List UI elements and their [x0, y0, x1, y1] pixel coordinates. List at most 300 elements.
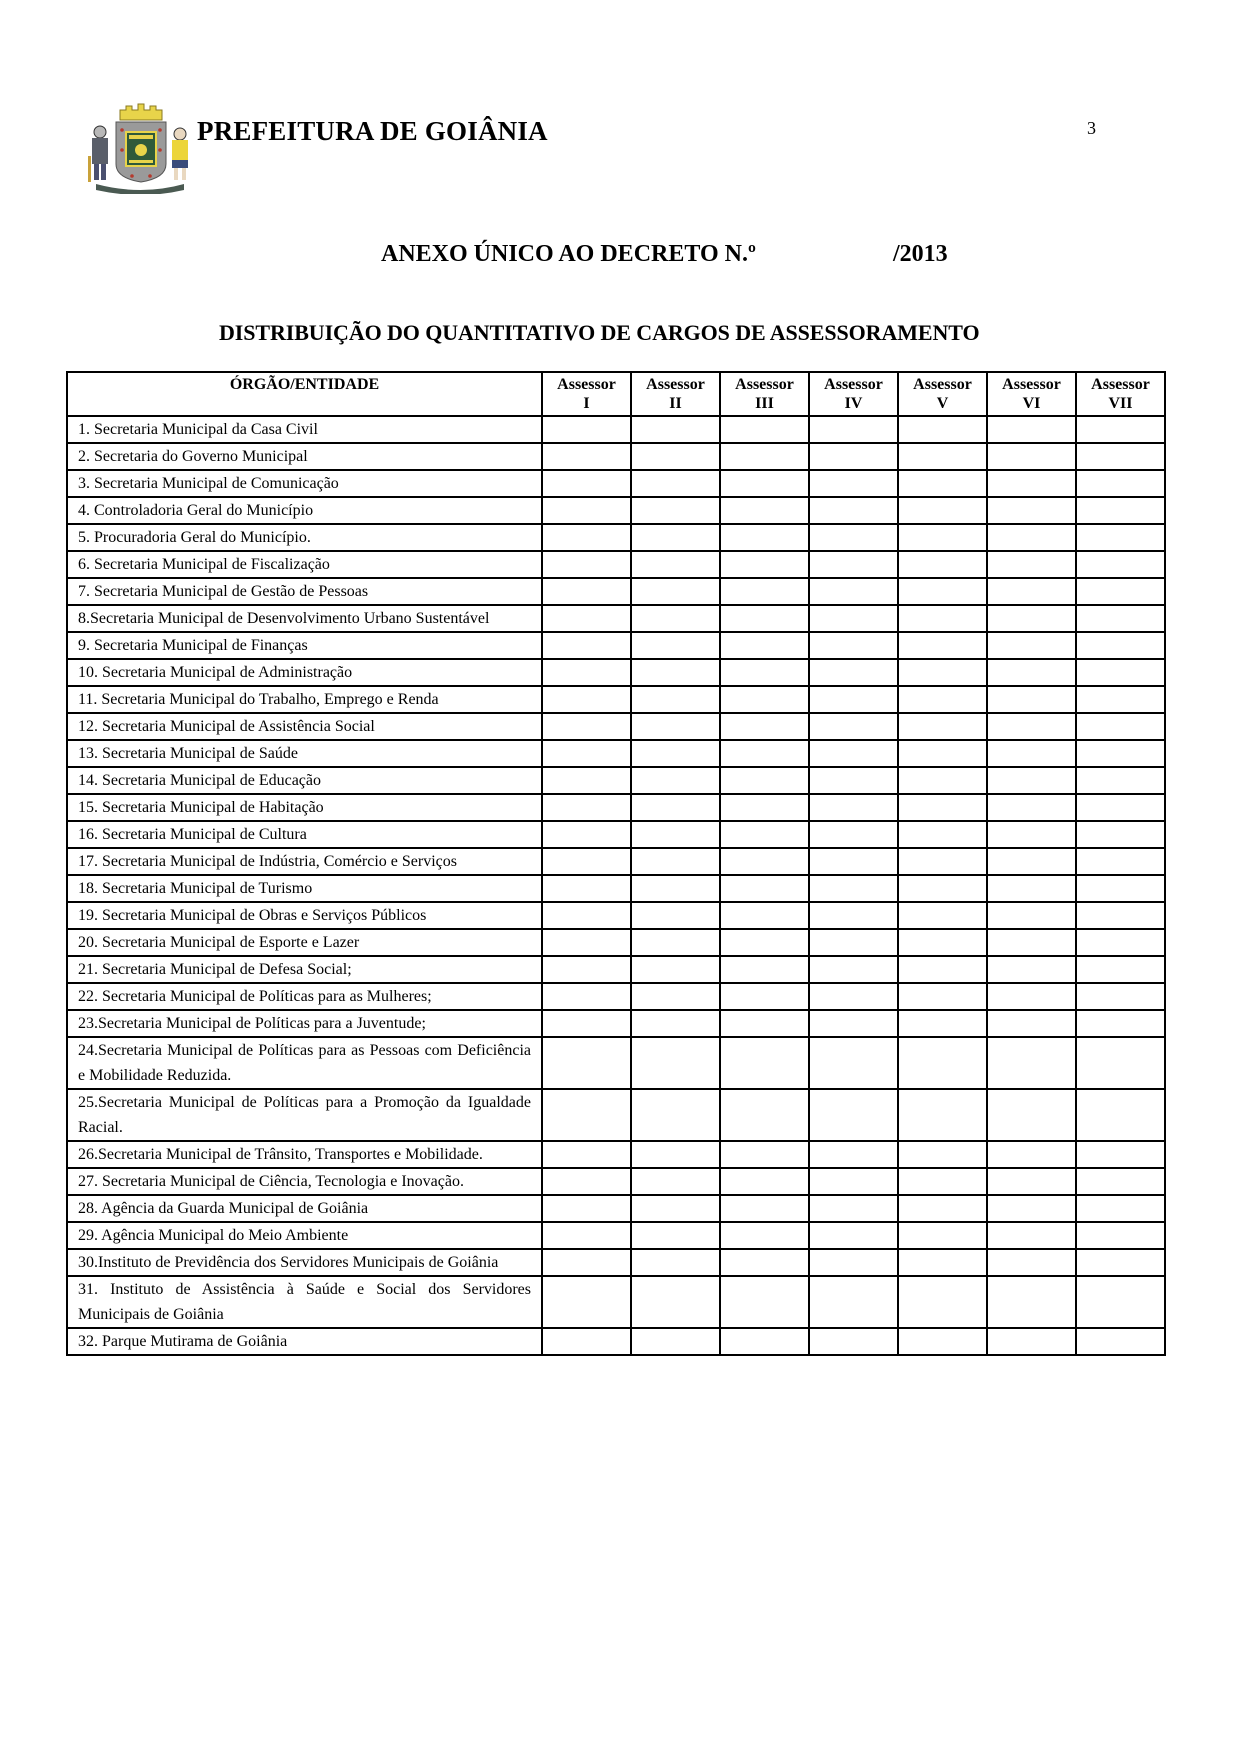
- assessor-quantity-cell: [542, 1010, 631, 1037]
- assessor-quantity-cell: [1076, 1168, 1165, 1195]
- organ-entity-cell: 31. Instituto de Assistência à Saúde e Social dos Servidores Municipais de Goiânia: [67, 1276, 542, 1328]
- assessor-quantity-cell: [898, 1195, 987, 1222]
- table-row: [67, 470, 1165, 497]
- table-row: [67, 1195, 1165, 1222]
- organ-entity-cell: 15. Secretaria Municipal de Habitação: [67, 794, 542, 821]
- assessor-quantity-cell: [720, 551, 809, 578]
- assessor-quantity-cell: [809, 902, 898, 929]
- assessor-quantity-cell: [542, 1222, 631, 1249]
- assessor-quantity-cell: [542, 524, 631, 551]
- table-row: [67, 875, 1165, 902]
- assessor-quantity-cell: [631, 686, 720, 713]
- assessor-quantity-cell: [809, 1276, 898, 1328]
- assessor-quantity-cell: [898, 821, 987, 848]
- assessor-quantity-cell: [987, 794, 1076, 821]
- assessor-quantity-cell: [720, 1328, 809, 1355]
- assessor-quantity-cell: [542, 470, 631, 497]
- assessor-quantity-cell: [987, 497, 1076, 524]
- page-number: 3: [1087, 118, 1096, 138]
- assessor-quantity-cell: [1076, 1141, 1165, 1168]
- assessor-quantity-cell: [1076, 1010, 1165, 1037]
- assessor-quantity-cell: [720, 443, 809, 470]
- table-row: [67, 551, 1165, 578]
- assessor-quantity-cell: [809, 578, 898, 605]
- table-row: [67, 632, 1165, 659]
- assessor-quantity-cell: [987, 821, 1076, 848]
- assessor-quantity-cell: [720, 1249, 809, 1276]
- assessor-quantity-cell: [809, 740, 898, 767]
- header-assessor-ii: [631, 372, 720, 416]
- assessor-quantity-cell: [631, 1249, 720, 1276]
- table-row: [67, 659, 1165, 686]
- assessor-quantity-cell: [631, 605, 720, 632]
- assessor-quantity-cell: [720, 1168, 809, 1195]
- assessor-quantity-cell: [987, 956, 1076, 983]
- assessor-quantity-cell: [898, 1141, 987, 1168]
- assessor-quantity-cell: [898, 416, 987, 443]
- assessor-quantity-cell: [1076, 875, 1165, 902]
- assessor-quantity-cell: [809, 497, 898, 524]
- assessor-quantity-cell: [720, 686, 809, 713]
- assessor-quantity-cell: [1076, 821, 1165, 848]
- assessor-quantity-cell: [987, 848, 1076, 875]
- assessor-quantity-cell: [987, 686, 1076, 713]
- assessor-quantity-cell: [898, 740, 987, 767]
- assessor-quantity-cell: [631, 1141, 720, 1168]
- organ-entity-cell: 22. Secretaria Municipal de Políticas para as Mulheres;: [67, 983, 542, 1010]
- organ-entity-cell: 27. Secretaria Municipal de Ciência, Tecnologia e Inovação.: [67, 1168, 542, 1195]
- assessor-quantity-cell: [542, 1195, 631, 1222]
- assessor-quantity-cell: [898, 659, 987, 686]
- assessor-quantity-cell: [631, 1037, 720, 1089]
- assessor-quantity-cell: [542, 983, 631, 1010]
- header-assessor-vii: [1076, 372, 1165, 416]
- assessor-quantity-cell: [1076, 929, 1165, 956]
- assessor-quantity-cell: [809, 1222, 898, 1249]
- assessor-quantity-cell: [1076, 1037, 1165, 1089]
- assessor-quantity-cell: [720, 929, 809, 956]
- assessor-quantity-cell: [809, 1089, 898, 1141]
- header-label: Assessor: [1002, 376, 1061, 393]
- assessor-quantity-cell: [542, 875, 631, 902]
- assessor-quantity-cell: [542, 551, 631, 578]
- assessor-quantity-cell: [809, 605, 898, 632]
- assessor-quantity-cell: [1076, 956, 1165, 983]
- table-row: [67, 1328, 1165, 1355]
- organ-entity-cell: 20. Secretaria Municipal de Esporte e Lazer: [67, 929, 542, 956]
- assessor-quantity-cell: [809, 983, 898, 1010]
- assessor-quantity-cell: [809, 1010, 898, 1037]
- header-level: III: [755, 395, 774, 412]
- header-label: Assessor: [824, 376, 883, 393]
- assessor-quantity-cell: [898, 902, 987, 929]
- assessor-quantity-cell: [720, 1037, 809, 1089]
- table-row: [67, 983, 1165, 1010]
- header-level: I: [583, 395, 590, 412]
- table-row: [67, 497, 1165, 524]
- assessor-quantity-cell: [809, 1195, 898, 1222]
- table-row: [67, 794, 1165, 821]
- assessor-quantity-cell: [898, 1328, 987, 1355]
- assessor-quantity-cell: [542, 740, 631, 767]
- assessor-quantity-cell: [631, 1276, 720, 1328]
- assessor-quantity-cell: [631, 443, 720, 470]
- table-header-row: [67, 372, 1165, 416]
- assessor-quantity-cell: [898, 497, 987, 524]
- assessor-quantity-cell: [631, 470, 720, 497]
- assessor-quantity-cell: [987, 1249, 1076, 1276]
- assessor-quantity-cell: [1076, 848, 1165, 875]
- assessor-quantity-cell: [987, 1037, 1076, 1089]
- assessor-quantity-cell: [720, 713, 809, 740]
- assessor-quantity-cell: [898, 956, 987, 983]
- assessor-quantity-cell: [987, 740, 1076, 767]
- organ-entity-cell: 7. Secretaria Municipal de Gestão de Pessoas: [67, 578, 542, 605]
- table-row: [67, 713, 1165, 740]
- header-level: VI: [1022, 395, 1041, 412]
- assessor-quantity-cell: [542, 497, 631, 524]
- assessor-quantity-cell: [542, 416, 631, 443]
- assessor-quantity-cell: [898, 875, 987, 902]
- organ-entity-cell: 30.Instituto de Previdência dos Servidores Municipais de Goiânia: [67, 1249, 542, 1276]
- assessor-quantity-cell: [631, 1168, 720, 1195]
- assessor-quantity-cell: [542, 686, 631, 713]
- assessor-quantity-cell: [809, 713, 898, 740]
- assessor-quantity-cell: [1076, 470, 1165, 497]
- organ-entity-cell: 12. Secretaria Municipal de Assistência Social: [67, 713, 542, 740]
- assessor-quantity-cell: [720, 1010, 809, 1037]
- assessor-quantity-cell: [1076, 497, 1165, 524]
- table-row: [67, 1222, 1165, 1249]
- assessor-quantity-cell: [542, 1089, 631, 1141]
- assessor-quantity-cell: [987, 470, 1076, 497]
- table-row: [67, 605, 1165, 632]
- assessor-quantity-cell: [809, 767, 898, 794]
- assessor-quantity-cell: [631, 713, 720, 740]
- assessor-quantity-cell: [720, 1195, 809, 1222]
- assessor-quantity-cell: [987, 578, 1076, 605]
- header-assessor-iv: [809, 372, 898, 416]
- assessor-quantity-cell: [542, 821, 631, 848]
- assessor-quantity-cell: [631, 956, 720, 983]
- header-assessor-iii: [720, 372, 809, 416]
- assessor-quantity-cell: [809, 443, 898, 470]
- assessor-quantity-cell: [542, 929, 631, 956]
- assessor-quantity-cell: [1076, 578, 1165, 605]
- header-level: V: [936, 395, 949, 412]
- assessor-quantity-cell: [631, 767, 720, 794]
- assessor-quantity-cell: [542, 794, 631, 821]
- assessor-quantity-cell: [720, 956, 809, 983]
- assessor-quantity-cell: [809, 956, 898, 983]
- assessor-quantity-cell: [631, 821, 720, 848]
- assessor-quantity-cell: [987, 983, 1076, 1010]
- assessor-quantity-cell: [720, 1089, 809, 1141]
- organ-entity-cell: 19. Secretaria Municipal de Obras e Serviços Públicos: [67, 902, 542, 929]
- assessor-quantity-cell: [987, 929, 1076, 956]
- assessor-quantity-cell: [987, 443, 1076, 470]
- header-level: IV: [844, 395, 863, 412]
- header-level: VII: [1108, 395, 1133, 412]
- assessor-quantity-cell: [631, 1195, 720, 1222]
- coat-of-arms-graphic: [86, 102, 190, 194]
- assessor-quantity-cell: [898, 929, 987, 956]
- assessor-quantity-cell: [542, 1141, 631, 1168]
- assessor-quantity-cell: [898, 524, 987, 551]
- organ-entity-cell: 23.Secretaria Municipal de Políticas para a Juventude;: [67, 1010, 542, 1037]
- assessor-quantity-cell: [898, 470, 987, 497]
- assessor-quantity-cell: [720, 578, 809, 605]
- assessor-quantity-cell: [631, 902, 720, 929]
- assessor-quantity-cell: [720, 875, 809, 902]
- assessor-quantity-cell: [898, 1249, 987, 1276]
- assessor-quantity-cell: [542, 1328, 631, 1355]
- assessor-quantity-cell: [1076, 605, 1165, 632]
- assessor-quantity-cell: [1076, 524, 1165, 551]
- assessor-quantity-cell: [809, 1328, 898, 1355]
- table-row: [67, 524, 1165, 551]
- assessor-quantity-cell: [720, 1276, 809, 1328]
- assessor-quantity-cell: [1076, 659, 1165, 686]
- assessor-quantity-cell: [631, 929, 720, 956]
- header-level: II: [669, 395, 682, 412]
- header-label: Assessor: [735, 376, 794, 393]
- organ-entity-cell: 14. Secretaria Municipal de Educação: [67, 767, 542, 794]
- table-row: [67, 821, 1165, 848]
- header-assessor-v: [898, 372, 987, 416]
- table-row: [67, 1010, 1165, 1037]
- table-row: [67, 416, 1165, 443]
- assessor-quantity-cell: [542, 1249, 631, 1276]
- assessor-quantity-cell: [720, 632, 809, 659]
- organ-entity-cell: 3. Secretaria Municipal de Comunicação: [67, 470, 542, 497]
- organ-entity-cell: 24.Secretaria Municipal de Políticas para as Pessoas com Deficiência e Mobilidade Reduzida.: [67, 1037, 542, 1089]
- assessor-quantity-cell: [631, 551, 720, 578]
- assessor-quantity-cell: [898, 1010, 987, 1037]
- table-row: [67, 848, 1165, 875]
- assessor-quantity-cell: [542, 1276, 631, 1328]
- assessor-quantity-cell: [631, 1222, 720, 1249]
- assessor-quantity-cell: [720, 767, 809, 794]
- assessor-quantity-cell: [809, 524, 898, 551]
- assessor-quantity-cell: [809, 632, 898, 659]
- assessor-quantity-cell: [987, 605, 1076, 632]
- assessor-quantity-cell: [1076, 794, 1165, 821]
- assessor-quantity-cell: [1076, 1195, 1165, 1222]
- assessor-quantity-cell: [898, 1168, 987, 1195]
- assessor-quantity-cell: [631, 578, 720, 605]
- assessor-quantity-cell: [898, 605, 987, 632]
- assessor-quantity-cell: [542, 1037, 631, 1089]
- header-organ-entity-label: ÓRGÃO/ENTIDADE: [229, 376, 380, 393]
- assessor-quantity-cell: [1076, 767, 1165, 794]
- assessor-quantity-cell: [1076, 1328, 1165, 1355]
- table-row: [67, 1141, 1165, 1168]
- assessor-quantity-cell: [1076, 740, 1165, 767]
- assessor-quantity-cell: [898, 794, 987, 821]
- assessor-quantity-cell: [809, 659, 898, 686]
- document-subtitle: DISTRIBUIÇÃO DO QUANTITATIVO DE CARGOS DE ASSESSORAMENTO: [219, 320, 980, 345]
- assessor-quantity-cell: [987, 1141, 1076, 1168]
- assessor-quantity-cell: [631, 524, 720, 551]
- header-assessor-vi: [987, 372, 1076, 416]
- assessor-quantity-cell: [542, 443, 631, 470]
- assessor-quantity-cell: [898, 686, 987, 713]
- assessor-quantity-cell: [987, 524, 1076, 551]
- table-row: [67, 1249, 1165, 1276]
- table-row: [67, 578, 1165, 605]
- assessor-quantity-cell: [1076, 902, 1165, 929]
- assessor-quantity-cell: [542, 578, 631, 605]
- assessor-quantity-cell: [898, 1037, 987, 1089]
- assessor-quantity-cell: [898, 632, 987, 659]
- assessor-quantity-cell: [720, 902, 809, 929]
- organ-entity-cell: 4. Controladoria Geral do Município: [67, 497, 542, 524]
- assessor-quantity-cell: [1076, 1249, 1165, 1276]
- assessor-quantity-cell: [1076, 983, 1165, 1010]
- assessor-quantity-cell: [898, 767, 987, 794]
- assessor-quantity-cell: [720, 794, 809, 821]
- assessor-quantity-cell: [809, 1141, 898, 1168]
- table-body: [67, 416, 1165, 1355]
- organ-entity-cell: 17. Secretaria Municipal de Indústria, Comércio e Serviços: [67, 848, 542, 875]
- assessor-quantity-cell: [631, 497, 720, 524]
- table-row: [67, 1037, 1165, 1089]
- header-organ-entity: [67, 372, 542, 416]
- assessor-quantity-cell: [809, 875, 898, 902]
- assessor-quantity-cell: [1076, 1089, 1165, 1141]
- assessor-quantity-cell: [898, 983, 987, 1010]
- assessor-quantity-cell: [898, 443, 987, 470]
- organ-entity-cell: 26.Secretaria Municipal de Trânsito, Transportes e Mobilidade.: [67, 1141, 542, 1168]
- assessor-quantity-cell: [1076, 416, 1165, 443]
- assessor-quantity-cell: [542, 1168, 631, 1195]
- assessor-quantity-cell: [631, 1010, 720, 1037]
- assessor-quantity-cell: [720, 605, 809, 632]
- table-row: [67, 767, 1165, 794]
- assessor-quantity-cell: [720, 821, 809, 848]
- assessor-quantity-cell: [542, 902, 631, 929]
- assessor-quantity-cell: [542, 605, 631, 632]
- table-row: [67, 902, 1165, 929]
- organ-entity-cell: 5. Procuradoria Geral do Município.: [67, 524, 542, 551]
- organ-entity-cell: 11. Secretaria Municipal do Trabalho, Emprego e Renda: [67, 686, 542, 713]
- assessor-quantity-cell: [809, 821, 898, 848]
- assessor-quantity-cell: [809, 1249, 898, 1276]
- annex-title-year: /2013: [893, 241, 948, 267]
- assessor-quantity-cell: [631, 416, 720, 443]
- assessor-quantity-cell: [542, 632, 631, 659]
- organ-entity-cell: 29. Agência Municipal do Meio Ambiente: [67, 1222, 542, 1249]
- assessor-quantity-cell: [542, 848, 631, 875]
- assessor-quantity-cell: [987, 1010, 1076, 1037]
- organ-entity-cell: 16. Secretaria Municipal de Cultura: [67, 821, 542, 848]
- assessor-quantity-cell: [720, 848, 809, 875]
- assessor-quantity-cell: [631, 659, 720, 686]
- assessor-quantity-cell: [809, 1168, 898, 1195]
- assessor-quantity-cell: [720, 497, 809, 524]
- organ-entity-cell: 18. Secretaria Municipal de Turismo: [67, 875, 542, 902]
- table-row: [67, 740, 1165, 767]
- assessor-quantity-cell: [898, 578, 987, 605]
- assessor-quantity-cell: [720, 983, 809, 1010]
- assessor-quantity-cell: [720, 416, 809, 443]
- assessor-quantity-cell: [542, 956, 631, 983]
- header-label: Assessor: [1091, 376, 1150, 393]
- assessor-quantity-cell: [631, 1089, 720, 1141]
- assessor-quantity-cell: [631, 875, 720, 902]
- table-row: [67, 956, 1165, 983]
- assessor-quantity-cell: [720, 740, 809, 767]
- organ-entity-cell: 6. Secretaria Municipal de Fiscalização: [67, 551, 542, 578]
- assessor-quantity-cell: [987, 659, 1076, 686]
- assessor-quantity-cell: [987, 416, 1076, 443]
- annex-title-decree: ANEXO ÚNICO AO DECRETO N.º: [381, 241, 756, 267]
- assessor-quantity-cell: [720, 659, 809, 686]
- table-row: [67, 443, 1165, 470]
- assessor-quantity-cell: [720, 1141, 809, 1168]
- assessor-quantity-cell: [987, 1276, 1076, 1328]
- distribution-table: [66, 371, 1166, 1356]
- header-assessor-i: [542, 372, 631, 416]
- organ-entity-cell: 8.Secretaria Municipal de Desenvolvimento Urbano Sustentável: [67, 605, 542, 632]
- header-label: Assessor: [646, 376, 705, 393]
- assessor-quantity-cell: [1076, 443, 1165, 470]
- assessor-quantity-cell: [631, 1328, 720, 1355]
- assessor-quantity-cell: [987, 1195, 1076, 1222]
- assessor-quantity-cell: [898, 848, 987, 875]
- assessor-quantity-cell: [720, 1222, 809, 1249]
- assessor-quantity-cell: [1076, 632, 1165, 659]
- assessor-quantity-cell: [809, 929, 898, 956]
- assessor-quantity-cell: [987, 713, 1076, 740]
- assessor-quantity-cell: [542, 767, 631, 794]
- assessor-quantity-cell: [898, 1222, 987, 1249]
- assessor-quantity-cell: [1076, 713, 1165, 740]
- assessor-quantity-cell: [1076, 1276, 1165, 1328]
- assessor-quantity-cell: [809, 470, 898, 497]
- organ-entity-cell: 9. Secretaria Municipal de Finanças: [67, 632, 542, 659]
- organ-entity-cell: 1. Secretaria Municipal da Casa Civil: [67, 416, 542, 443]
- assessor-quantity-cell: [987, 767, 1076, 794]
- table-row: [67, 929, 1165, 956]
- assessor-quantity-cell: [809, 551, 898, 578]
- organ-entity-cell: 32. Parque Mutirama de Goiânia: [67, 1328, 542, 1355]
- assessor-quantity-cell: [809, 848, 898, 875]
- assessor-quantity-cell: [631, 632, 720, 659]
- assessor-quantity-cell: [809, 416, 898, 443]
- assessor-quantity-cell: [1076, 551, 1165, 578]
- assessor-quantity-cell: [720, 524, 809, 551]
- organ-entity-cell: 25.Secretaria Municipal de Políticas para a Promoção da Igualdade Racial.: [67, 1089, 542, 1141]
- assessor-quantity-cell: [809, 794, 898, 821]
- assessor-quantity-cell: [1076, 686, 1165, 713]
- assessor-quantity-cell: [987, 1222, 1076, 1249]
- assessor-quantity-cell: [898, 1089, 987, 1141]
- assessor-quantity-cell: [720, 470, 809, 497]
- assessor-quantity-cell: [631, 983, 720, 1010]
- header-label: Assessor: [913, 376, 972, 393]
- assessor-quantity-cell: [987, 875, 1076, 902]
- header-label: Assessor: [557, 376, 616, 393]
- assessor-quantity-cell: [631, 794, 720, 821]
- organ-entity-cell: 21. Secretaria Municipal de Defesa Social;: [67, 956, 542, 983]
- assessor-quantity-cell: [987, 632, 1076, 659]
- assessor-quantity-cell: [898, 551, 987, 578]
- assessor-quantity-cell: [631, 740, 720, 767]
- organ-entity-cell: 10. Secretaria Municipal de Administração: [67, 659, 542, 686]
- organ-entity-cell: 28. Agência da Guarda Municipal de Goiânia: [67, 1195, 542, 1222]
